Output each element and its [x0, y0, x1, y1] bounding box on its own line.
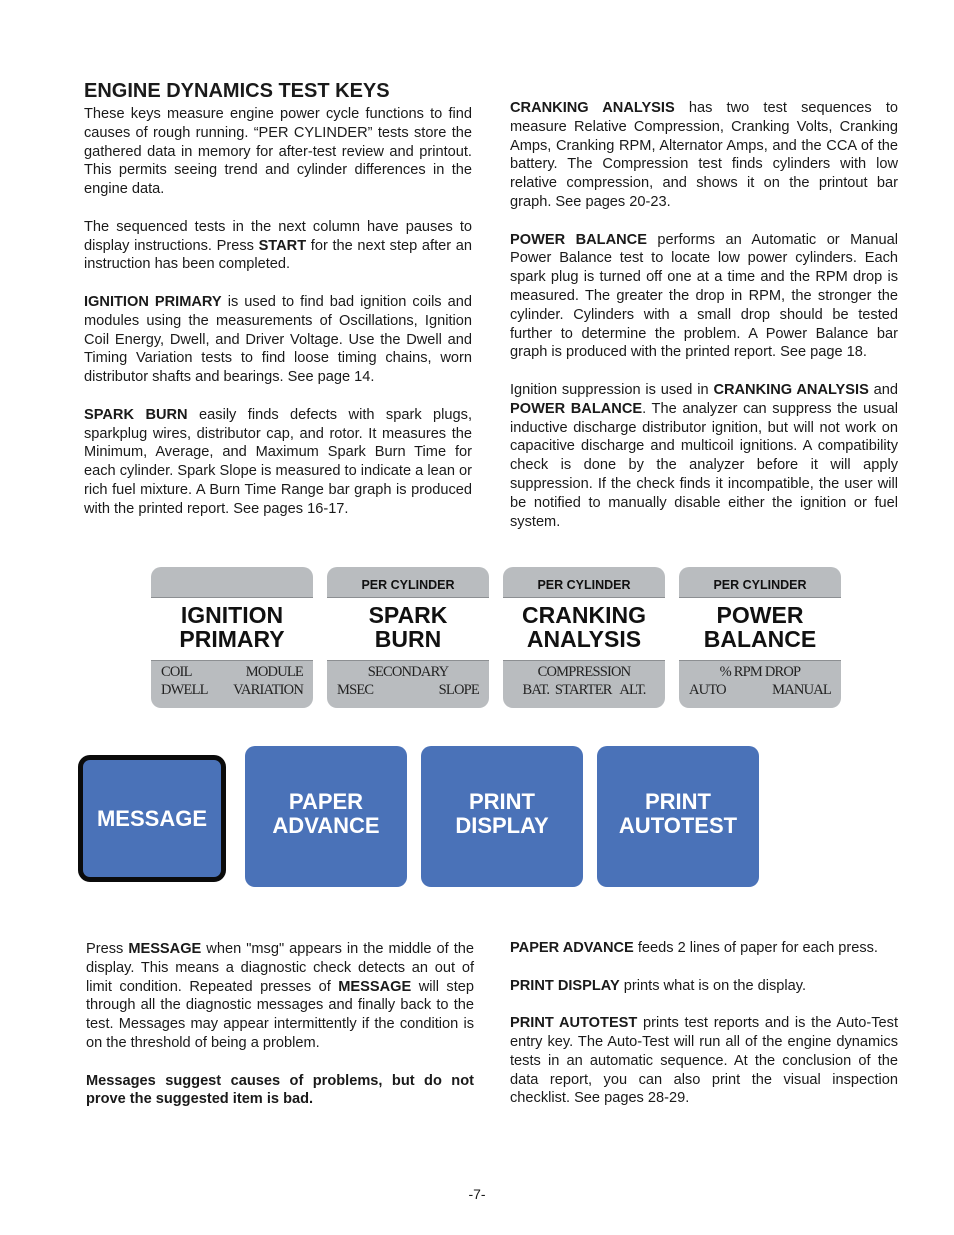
key-face: POWER BALANCE	[679, 597, 841, 661]
key-sub-labels: COIL MODULE DWELL VARIATION	[161, 664, 303, 698]
page-number: -7-	[468, 1186, 486, 1202]
key-header	[151, 567, 313, 597]
right-column-text	[510, 99, 898, 531]
key-sub-labels: SECONDARY MSEC SLOPE	[337, 664, 479, 698]
paragraph-power-balance: POWER BALANCE performs an Automatic or Manual Power Balance test to locate low power cylinders. Each spark plug is turned off one at a time and the RPM drop is measured. The greater the drop in RPM, the stronger the cylinder. Cylinders with a small drop should be tested further to determine the problem. A Power Balance bar graph is produced with the printed report. See page 18.	[510, 231, 898, 361]
key-sub-labels: % RPM DROP AUTO MANUAL	[689, 664, 831, 698]
left-column-text	[84, 105, 472, 519]
paragraph-ignition-suppression: Ignition suppression is used in CRANKING ANALYSIS and POWER BALANCE. The analyzer can suppress the usual inductive discharge distributor ignition, but will not work on capacitive discharge and multicoil ignitions. A compatibility check is done by the analyzer before it will apply suppression. If the check finds it incompatible, the user will be notified to manually disable either the ignition or fuel system.	[510, 381, 898, 530]
paragraph-message-note: Messages suggest causes of problems, but do not prove the suggested item is bad.	[86, 1072, 474, 1108]
key-header: PER CYLINDER	[537, 578, 631, 592]
print-display-button[interactable]: PRINT DISPLAY	[421, 746, 583, 887]
paragraph-paper-advance: PAPER ADVANCE feeds 2 lines of paper for each press.	[510, 940, 878, 956]
ignition-primary-key[interactable]	[151, 567, 313, 708]
paragraph-intro: These keys measure engine power cycle functions to find causes of rough running. “PER CYLINDER” tests store the gathered data in memory for after-test review and printout. This permits seeing trend and cylinder differences in the engine data.	[84, 106, 472, 198]
power-balance-key[interactable]	[679, 567, 841, 708]
paragraph-cranking-analysis: CRANKING ANALYSIS has two test sequences to measure Relative Compression, Cranking Volts, Cranking Amps, Cranking RPM, Alternator Amps, and the CCA of the battery. The Compression test finds cylinders with low relative compression, and shows it on the printout bar graph. See pages 20-23.	[510, 100, 898, 210]
key-sub-labels: COMPRESSION BAT. STARTER ALT.	[522, 664, 646, 698]
key-face: SPARK BURN	[327, 597, 489, 661]
key-header: PER CYLINDER	[361, 578, 455, 592]
bottom-left-text	[86, 940, 474, 1109]
key-face: IGNITION PRIMARY	[151, 597, 313, 661]
key-face: CRANKING ANALYSIS	[503, 597, 665, 661]
paragraph-message: Press MESSAGE when "msg" appears in the middle of the display. This means a diagnostic check detects an out of limit condition. Repeated presses of MESSAGE will step through all the diagnostic messages and finally back to the test. Messages may appear intermittently if the condition is on the threshold of being a problem.	[86, 941, 474, 1051]
bottom-right-text	[510, 939, 898, 1108]
message-button[interactable]: MESSAGE	[78, 755, 226, 882]
spark-burn-key[interactable]	[327, 567, 489, 708]
print-autotest-button[interactable]: PRINT AUTOTEST	[597, 746, 759, 887]
paragraph-ignition-primary: IGNITION PRIMARY is used to find bad ignition coils and modules using the measurements of Oscillations, Ignition Coil Energy, Dwell, and Driver Voltage. Use the Dwell and Timing Variation tests to find loose timing chains, worn distributor shafts and bearings. See page 14.	[84, 293, 472, 386]
paragraph-spark-burn: SPARK BURN easily finds defects with spark plugs, sparkplug wires, distributor cap, and rotor. It measures the Minimum, Average, and Maximum Spark Burn Time for each cylinder. Spark Slope is measured to indicate a lean or rich fuel mixture. A Burn Time Range bar graph is produced with the printed report. See pages 16-17.	[84, 406, 472, 517]
paragraph-sequenced: The sequenced tests in the next column have pauses to display instructions. Press START for the next step after an instruction has been completed.	[84, 218, 473, 273]
key-header: PER CYLINDER	[713, 578, 807, 592]
section-heading: ENGINE DYNAMICS TEST KEYS	[84, 80, 390, 102]
paragraph-print-autotest: PRINT AUTOTEST prints test reports and is the Auto-Test entry key. The Auto-Test will run all of the engine dynamics tests in an automatic sequence. At the conclusion of the data report, you can also print the visual inspection checklist. See pages 28-29.	[510, 1015, 899, 1107]
paragraph-print-display: PRINT DISPLAY prints what is on the display.	[510, 977, 807, 994]
paper-advance-button[interactable]: PAPER ADVANCE	[245, 746, 407, 887]
cranking-analysis-key[interactable]	[503, 567, 665, 708]
